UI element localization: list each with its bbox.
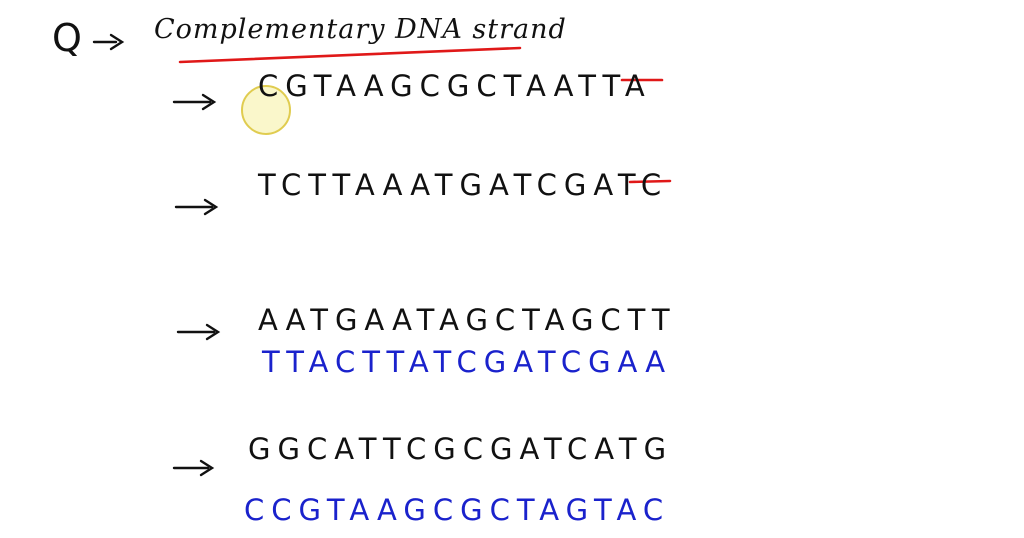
- arrow-icon-2: [176, 200, 216, 214]
- arrow-icon-1: [174, 95, 214, 109]
- strand-3: AATGAATAGCTAGCTT: [258, 303, 677, 337]
- strand-4: GGCATTCGCGATCATG: [248, 432, 674, 466]
- title-underline: [180, 48, 520, 62]
- question-symbol: Q: [52, 16, 82, 60]
- strand-1: CGTAAGCGCTAATTA: [258, 69, 652, 103]
- question-title: Complementary DNA strand: [154, 14, 567, 45]
- arrow-icon-3: [178, 325, 218, 339]
- strand-2: TCTTAAATGATCGATC: [258, 168, 669, 202]
- complement-strand-4: CCGTAAGCGCTAGTAC: [244, 493, 671, 527]
- question-arrow-icon: [94, 35, 122, 49]
- arrow-icon-4: [174, 461, 212, 475]
- complement-strand-3: TTACTTATCGATCGAA: [262, 345, 673, 379]
